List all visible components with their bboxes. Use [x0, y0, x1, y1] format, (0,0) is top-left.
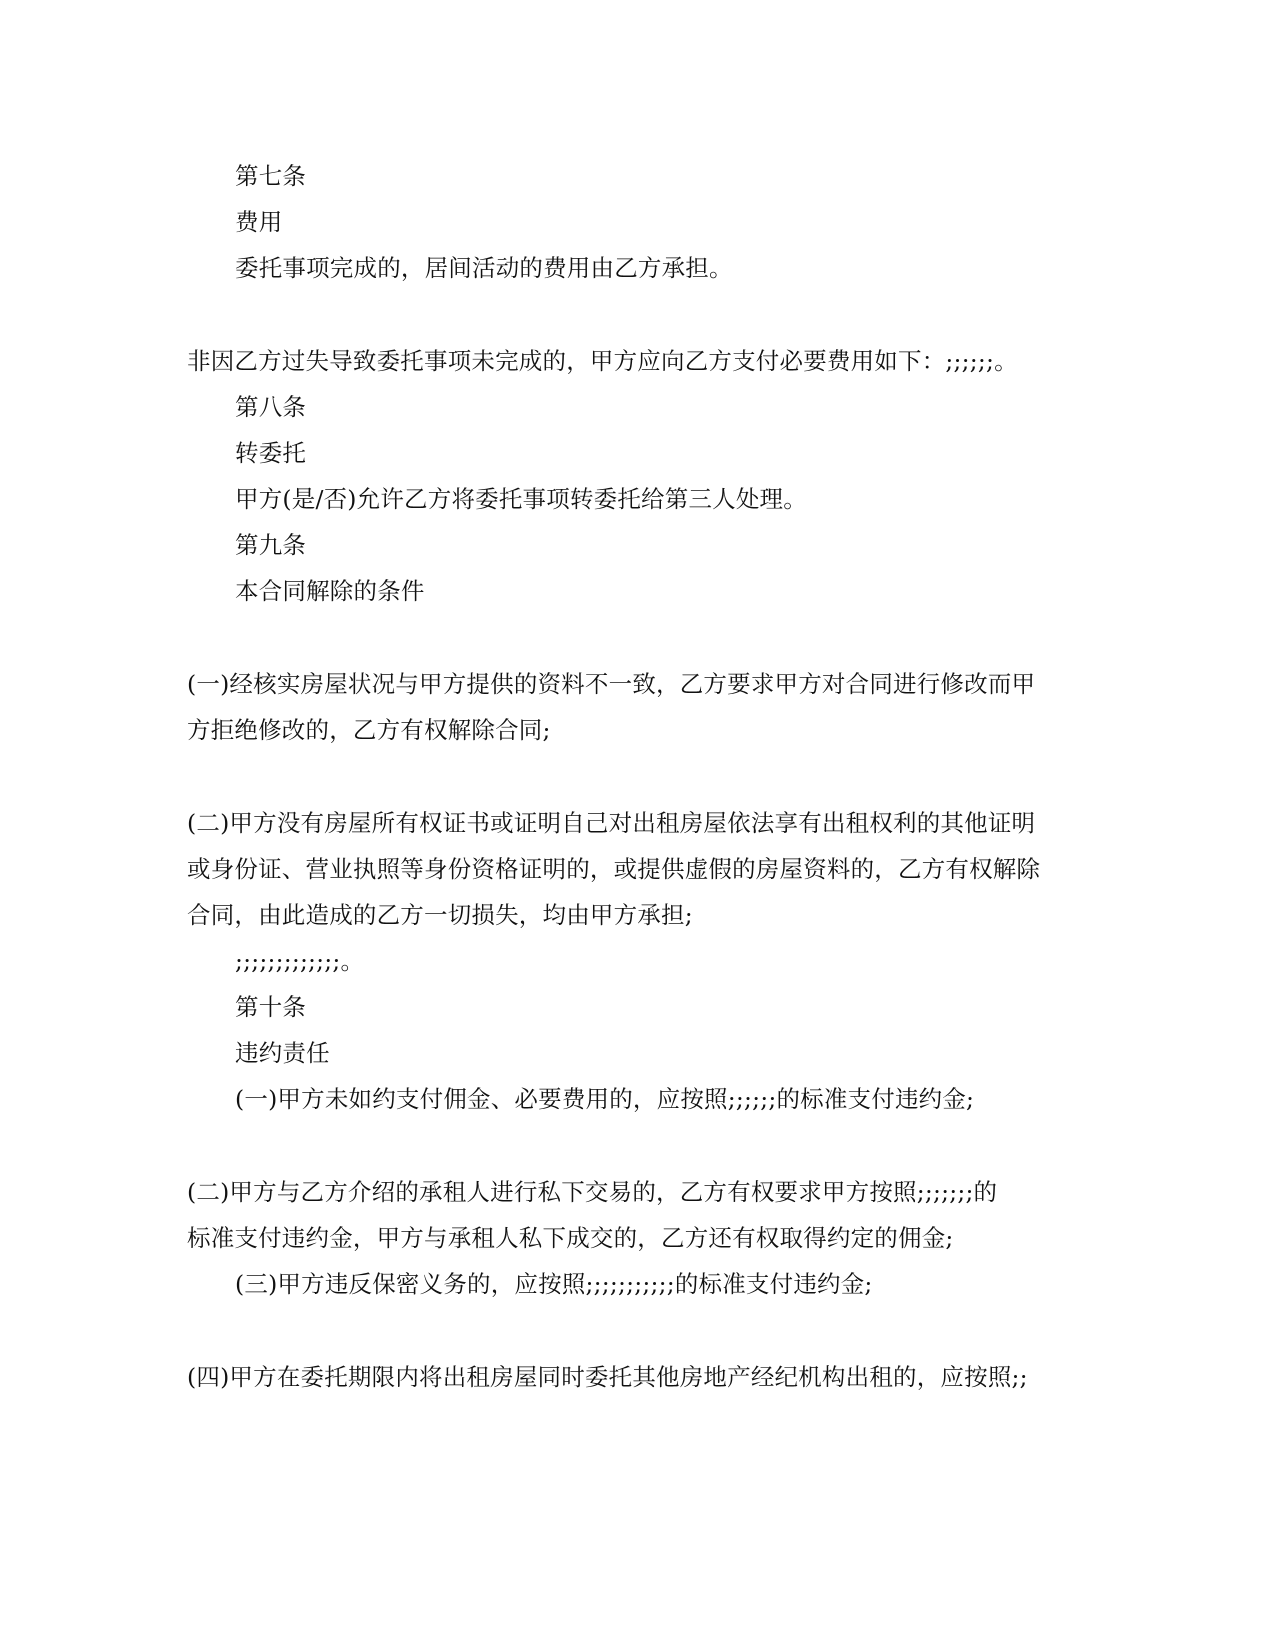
- article9-item2-line3: 合同，由此造成的乙方一切损失，均由甲方承担;: [187, 901, 693, 929]
- article10-title: 违约责任: [235, 1039, 330, 1067]
- article7-paragraph-2: 非因乙方过失导致委托事项未完成的，甲方应向乙方支付必要费用如下：;;;;;;。: [187, 347, 1018, 375]
- article10-item2-line2: 标准支付违约金，甲方与承租人私下成交的，乙方还有权取得约定的佣金;: [187, 1224, 954, 1252]
- article10-item1: (一)甲方未如约支付佣金、必要费用的，应按照;;;;;;的标准支付违约金;: [235, 1085, 975, 1113]
- article9-blank-line: ;;;;;;;;;;;;;。: [235, 947, 365, 975]
- article9-item2-line1: (二)甲方没有房屋所有权证书或证明自己对出租房屋依法享有出租权利的其他证明: [187, 809, 1036, 837]
- article8-title: 转委托: [235, 439, 307, 467]
- article9-title: 本合同解除的条件: [235, 577, 425, 605]
- article7-paragraph-1: 委托事项完成的，居间活动的费用由乙方承担。: [235, 254, 733, 282]
- article7-heading: 第七条: [235, 162, 307, 190]
- article10-item2-line1: (二)甲方与乙方介绍的承租人进行私下交易的，乙方有权要求甲方按照;;;;;;;的: [187, 1178, 998, 1206]
- article9-heading: 第九条: [235, 531, 307, 559]
- article7-title: 费用: [235, 208, 283, 236]
- article9-item1-line2: 方拒绝修改的，乙方有权解除合同;: [187, 716, 551, 744]
- article8-heading: 第八条: [235, 393, 307, 421]
- article10-heading: 第十条: [235, 993, 307, 1021]
- article10-item4-line1: (四)甲方在委托期限内将出租房屋同时委托其他房地产经纪机构出租的，应按照;;: [187, 1363, 1028, 1391]
- article9-item2-line2: 或身份证、营业执照等身份资格证明的，或提供虚假的房屋资料的，乙方有权解除: [187, 855, 1041, 883]
- article8-paragraph-1: 甲方(是/否)允许乙方将委托事项转委托给第三人处理。: [235, 485, 807, 513]
- article10-item3: (三)甲方违反保密义务的，应按照;;;;;;;;;;;的标准支付违约金;: [235, 1270, 873, 1298]
- article9-item1-line1: (一)经核实房屋状况与甲方提供的资料不一致，乙方要求甲方对合同进行修改而甲: [187, 670, 1036, 698]
